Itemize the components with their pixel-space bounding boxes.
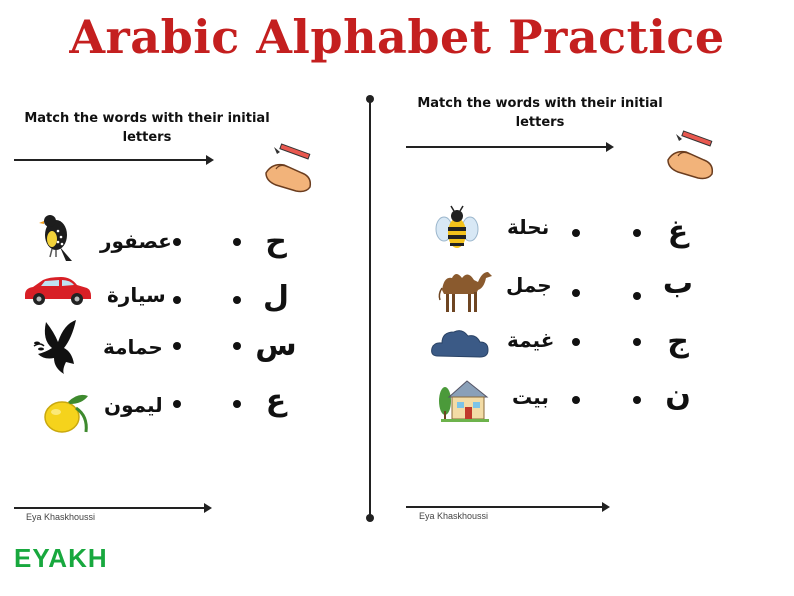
divider-bottom-dot <box>366 514 374 522</box>
right-author: Eya Khaskhoussi <box>419 511 489 521</box>
right-word-4: بيت <box>512 385 549 409</box>
right-letter-1: غ <box>667 214 689 249</box>
writing-hand-icon-right <box>664 130 718 182</box>
right-letter-dot-1[interactable] <box>633 229 641 237</box>
bee-icon <box>435 205 479 251</box>
car-icon <box>23 273 93 307</box>
camel-icon <box>436 266 494 314</box>
left-word-dot-2[interactable] <box>173 296 181 304</box>
right-letter-3: ج <box>667 324 689 359</box>
left-letter-dot-1[interactable] <box>233 238 241 246</box>
bird-icon <box>38 211 76 263</box>
right-word-dot-3[interactable] <box>572 338 580 346</box>
lemon-icon <box>38 390 90 436</box>
left-letter-2: ل <box>262 280 290 315</box>
right-letter-2: ب <box>662 266 694 301</box>
left-author: Eya Khaskhoussi <box>26 512 96 522</box>
right-bottom-arrow <box>406 506 608 508</box>
left-word-dot-4[interactable] <box>173 400 181 408</box>
left-bottom-arrow <box>14 507 210 509</box>
right-top-arrow <box>406 146 612 148</box>
house-icon <box>437 375 491 423</box>
left-top-arrow <box>14 159 212 161</box>
right-letter-4: ن <box>665 378 691 413</box>
left-word-1: عصفور <box>100 229 172 253</box>
right-word-dot-1[interactable] <box>572 229 580 237</box>
page-title: Arabic Alphabet Practice <box>69 10 725 64</box>
left-letter-3: س <box>255 328 297 363</box>
right-letter-dot-3[interactable] <box>633 338 641 346</box>
right-word-dot-4[interactable] <box>572 396 580 404</box>
right-word-2: جمل <box>506 273 552 297</box>
divider-top-dot <box>366 95 374 103</box>
right-instruction: Match the words with their initial letters <box>417 96 663 130</box>
writing-hand-icon <box>262 143 316 195</box>
left-letter-dot-2[interactable] <box>233 296 241 304</box>
left-word-dot-3[interactable] <box>173 342 181 350</box>
center-divider <box>369 98 371 518</box>
left-letter-4: ع <box>265 383 287 418</box>
left-letter-dot-3[interactable] <box>233 342 241 350</box>
right-word-3: غيمة <box>507 328 555 352</box>
left-word-3: حمامة <box>103 335 163 359</box>
right-letter-dot-2[interactable] <box>633 292 641 300</box>
left-letter-1: ح <box>265 224 287 259</box>
right-word-1: نحلة <box>507 215 550 239</box>
right-letter-dot-4[interactable] <box>633 396 641 404</box>
cloud-icon <box>430 326 490 360</box>
right-word-dot-2[interactable] <box>572 289 580 297</box>
left-letter-dot-4[interactable] <box>233 400 241 408</box>
left-instruction: Match the words with their initial letters <box>24 111 270 145</box>
brand-logo: EYAKH <box>14 543 108 573</box>
dove-icon <box>32 318 82 376</box>
left-word-4: ليمون <box>104 393 163 417</box>
left-word-dot-1[interactable] <box>173 238 181 246</box>
left-word-2: سيارة <box>107 283 166 307</box>
